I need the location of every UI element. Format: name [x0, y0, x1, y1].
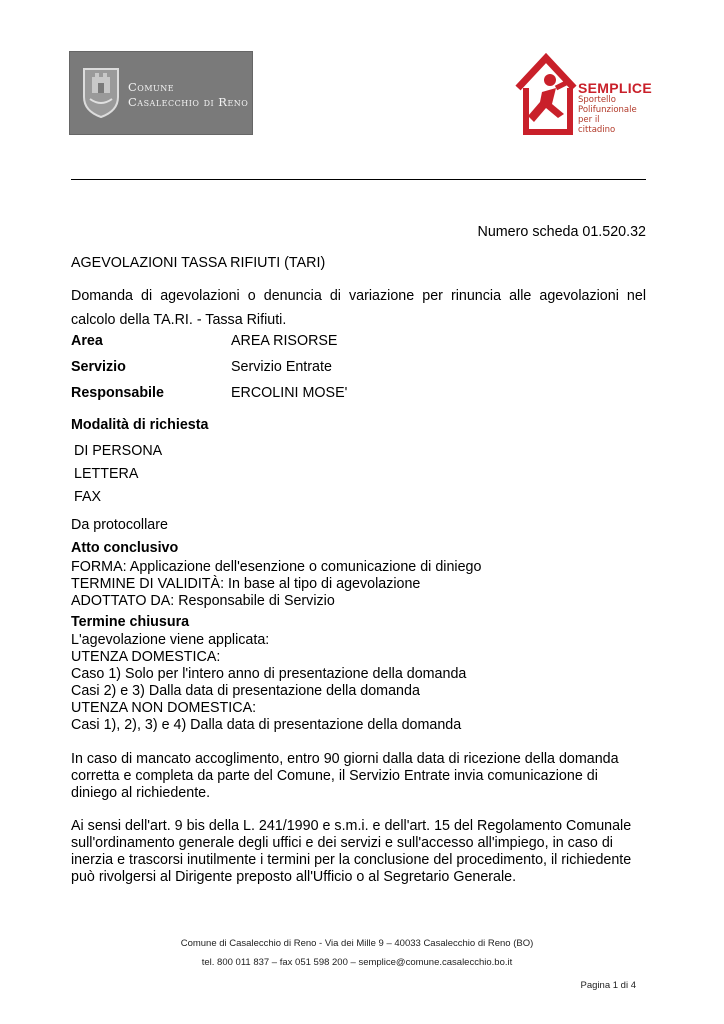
- termine-line-1: L'agevolazione viene applicata:: [71, 632, 270, 648]
- field-label-responsabile: Responsabile: [71, 385, 164, 401]
- paragraph2-line-1: Ai sensi dell'art. 9 bis della L. 241/1990 e s.m.i. e dell'art. 15 del Regolamento Comunale: [71, 818, 632, 834]
- atto-block: [71, 559, 481, 610]
- comune-logo-line-2: Casalecchio di Reno: [128, 95, 249, 109]
- termine-heading: Termine chiusura: [71, 614, 190, 630]
- termine-line-5: UTENZA NON DOMESTICA:: [71, 700, 257, 716]
- header-divider: [71, 179, 646, 180]
- description: [71, 284, 646, 332]
- modalita-heading: Modalità di richiesta: [71, 417, 209, 433]
- paragraph1-line-3: diniego al richiedente.: [71, 785, 211, 801]
- atto-forma: FORMA: Applicazione dell'esenzione o comunicazione di diniego: [71, 559, 482, 575]
- atto-validita: TERMINE DI VALIDITÀ: In base al tipo di agevolazione: [71, 576, 421, 592]
- semplice-sub-line-2: Polifunzionale: [578, 105, 637, 115]
- atto-heading: Atto conclusivo: [71, 540, 179, 556]
- description-line-2: calcolo della TA.RI. - Tassa Rifiuti.: [71, 312, 287, 328]
- semplice-brand: SEMPLICE: [578, 80, 652, 96]
- modalita-item-lettera: LETTERA: [74, 466, 139, 482]
- field-label-area: Area: [71, 333, 103, 349]
- field-value-area: AREA RISORSE: [231, 333, 338, 349]
- atto-adottato: ADOTTATO DA: Responsabile di Servizio: [71, 593, 335, 609]
- paragraph1-line-1: In caso di mancato accoglimento, entro 90 giorni dalla data di ricezione della domanda: [71, 751, 619, 767]
- paragraph2-line-3: inerzia e trascorsi inutilmente i termini per la conclusione del procedimento, il richiedente: [71, 852, 632, 868]
- crest-icon: [80, 63, 122, 119]
- comune-logo: [69, 51, 253, 135]
- semplice-sub-line-4: cittadino: [578, 125, 616, 135]
- semplice-logo: [512, 52, 652, 138]
- modalita-item-fax: FAX: [74, 489, 102, 505]
- paragraph1-line-2: corretta e completa da parte del Comune, il Servizio Entrate invia comunicazione di: [71, 768, 598, 784]
- field-value-responsabile: ERCOLINI MOSE': [231, 385, 348, 401]
- termine-line-4: Casi 2) e 3) Dalla data di presentazione della domanda: [71, 683, 420, 699]
- page-title: AGEVOLAZIONI TASSA RIFIUTI (TARI): [71, 255, 326, 271]
- termine-line-6: Casi 1), 2), 3) e 4) Dalla data di presentazione della domanda: [71, 717, 462, 733]
- termine-line-2: UTENZA DOMESTICA:: [71, 649, 221, 665]
- da-protocollare: Da protocollare: [71, 517, 168, 533]
- footer-address: Comune di Casalecchio di Reno - Via dei Mille 9 – 40033 Casalecchio di Reno (BO): [180, 938, 534, 949]
- semplice-house-icon: [512, 52, 578, 138]
- termine-line-3: Caso 1) Solo per l'intero anno di presentazione della domanda: [71, 666, 467, 682]
- field-label-servizio: Servizio: [71, 359, 126, 375]
- field-value-servizio: Servizio Entrate: [231, 359, 332, 375]
- paragraph2-line-2: sull'ordinamento generale degli uffici e dei servizi e sull'accesso all'impiego, in caso di: [71, 835, 613, 851]
- description-line-1: Domanda di agevolazioni o denuncia di variazione per rinuncia alle agevolazioni nel: [71, 288, 646, 304]
- termine-block: [71, 632, 466, 734]
- paragraph-inerzia: [71, 818, 631, 886]
- semplice-sub-line-1: Sportello: [578, 95, 616, 105]
- paragraph2-line-4: può rivolgersi al Dirigente preposto all'Ufficio o al Segretario Generale.: [71, 869, 517, 885]
- modalita-item-persona: DI PERSONA: [74, 443, 163, 459]
- numero-scheda: Numero scheda 01.520.32: [477, 224, 646, 240]
- semplice-sub-line-3: per il: [578, 115, 600, 125]
- comune-logo-line-1: Comune: [128, 80, 175, 94]
- page-number: Pagina 1 di 4: [580, 980, 636, 991]
- paragraph-diniego: [71, 751, 619, 802]
- footer-contacts: tel. 800 011 837 – fax 051 598 200 – semplice@comune.casalecchio.bo.it: [201, 957, 513, 968]
